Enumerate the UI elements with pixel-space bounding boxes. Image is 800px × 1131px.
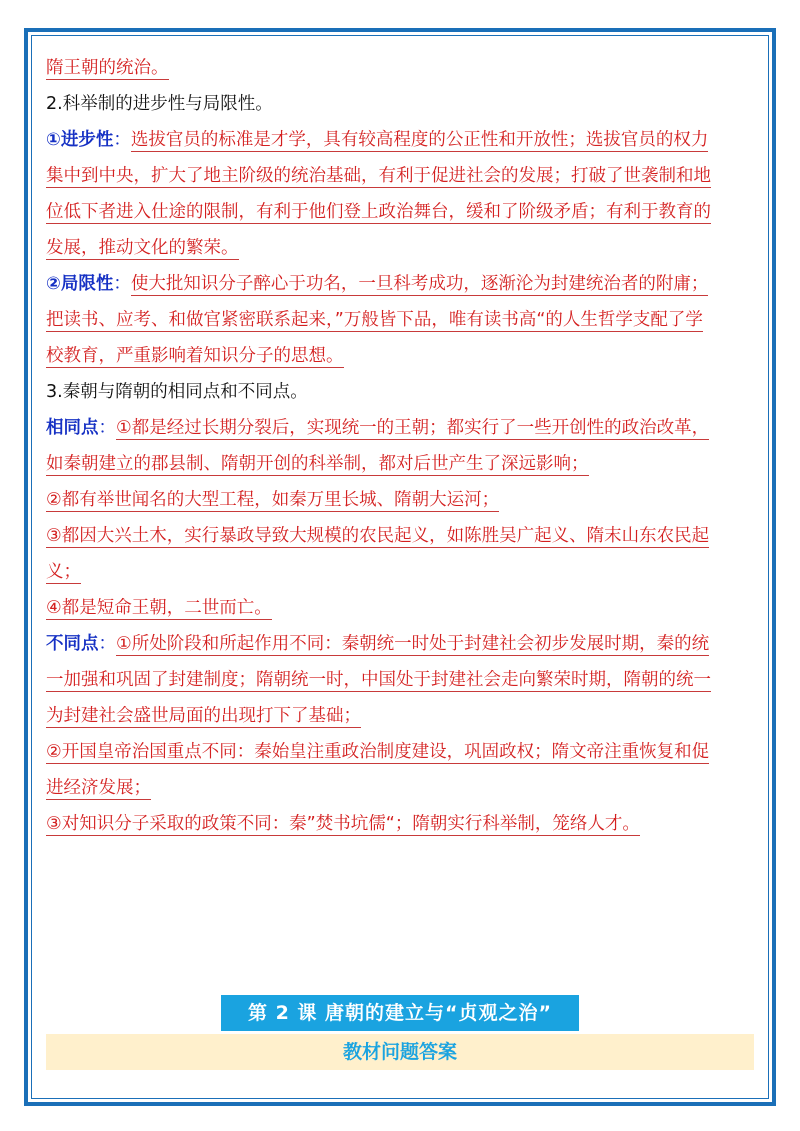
answer-line: ③对知识分子采取的政策不同：秦”焚书坑儒“；隋朝实行科举制，笼络人才。 xyxy=(46,814,640,834)
answer-line: 集中到中央，扩大了地主阶级的统治基础，有利于促进社会的发展；打破了世袭制和地 xyxy=(46,166,711,186)
labeled-line: ②局限性：使大批知识分子醉心于功名，一旦科考成功，逐渐沦为封建统治者的附庸； xyxy=(46,274,709,294)
label-progressive: ①进步性 xyxy=(46,130,114,150)
labeled-line: ①进步性：选拔官员的标准是才学，具有较高程度的公正性和开放性；选拔官员的权力 xyxy=(46,130,709,150)
label-similarities: 相同点 xyxy=(46,418,99,438)
answer-line: 如秦朝建立的郡县制、隋朝开创的科举制，都对后世产生了深远影响； xyxy=(46,454,589,474)
labeled-line: 不同点：①所处阶段和所起作用不同：秦朝统一时处于封建社会初步发展时期，秦的统 xyxy=(46,634,710,654)
answer-line: 把读书、应考、和做官紧密联系起来，”万般皆下品，唯有读书高“的人生哲学支配了学 xyxy=(46,310,703,330)
answer-line: ④都是短命王朝，二世而亡。 xyxy=(46,598,272,618)
answer-line: 发展，推动文化的繁荣。 xyxy=(46,238,239,258)
answer-line: 义； xyxy=(46,562,81,582)
label-differences: 不同点 xyxy=(46,634,99,654)
answer-line: 一加强和巩固了封建制度；隋朝统一时，中国处于封建社会走向繁荣时期，隋朝的统一 xyxy=(46,670,711,690)
answer-line: 校教育，严重影响着知识分子的思想。 xyxy=(46,346,344,366)
label-limitation: ②局限性 xyxy=(46,274,114,294)
answer-line: ②都有举世闻名的大型工程，如秦万里长城、隋朝大运河； xyxy=(46,490,500,510)
answer-line: 为封建社会盛世局面的出现打下了基础； xyxy=(46,706,361,726)
answer-line: 位低下者进入仕途的限制，有利于他们登上政治舞台，缓和了阶级矛盾；有利于教育的 xyxy=(46,202,711,222)
answer-line: 隋王朝的统治。 xyxy=(46,58,169,78)
document-body xyxy=(46,50,758,842)
section-title-banner: 教材问题答案 xyxy=(46,1034,754,1070)
question-heading: 2.科举制的进步性与局限性。 xyxy=(46,94,273,114)
answer-line: ②开国皇帝治国重点不同：秦始皇注重政治制度建设，巩固政权；隋文帝注重恢复和促 xyxy=(46,742,710,762)
answer-line: 进经济发展； xyxy=(46,778,151,798)
labeled-line: 相同点：①都是经过长期分裂后，实现统一的王朝；都实行了一些开创性的政治改革， xyxy=(46,418,710,438)
lesson-title-banner: 第 2 课 唐朝的建立与“贞观之治” xyxy=(221,995,579,1031)
question-heading: 3.秦朝与隋朝的相同点和不同点。 xyxy=(46,382,308,402)
answer-line: ③都因大兴土木，实行暴政导致大规模的农民起义，如陈胜吴广起义、隋末山东农民起 xyxy=(46,526,710,546)
